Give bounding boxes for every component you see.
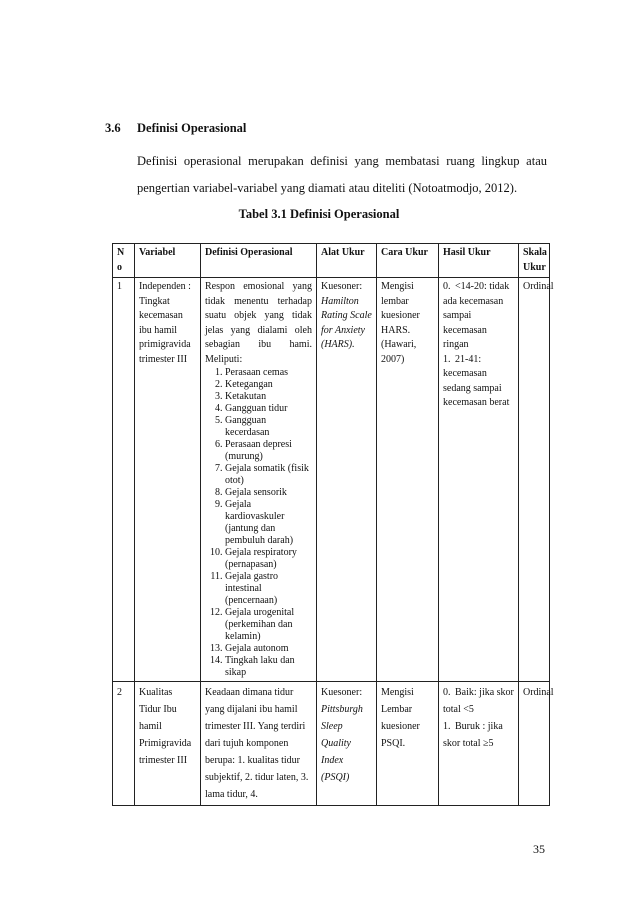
cell-alat-ukur: [317, 682, 377, 806]
list-item: [443, 684, 514, 718]
list-item: 1. Perasaan cemas: [225, 367, 312, 379]
list-item: 11. Gejala gastro intestinal (pencernaan): [225, 571, 312, 607]
hasil-text: 21-41: kecemasan sedang sampai kecemasan berat: [443, 353, 510, 408]
hasil-number: 1.: [443, 721, 451, 732]
list-item: 10. Gejala respiratory (pernapasan): [225, 547, 312, 571]
table-row: [113, 278, 550, 682]
cell-skala: Ordinal: [519, 278, 550, 682]
table-header-row: [113, 244, 550, 278]
list-item: 14. Tingkah laku dan sikap: [225, 655, 312, 679]
definition-table: [112, 243, 554, 806]
cell-variabel: Kualitas Tidur Ibu hamil Primigravida trimester III: [135, 682, 201, 806]
cell-definisi: [201, 278, 317, 682]
alat-ukur-label: Kuesoner:: [321, 281, 363, 292]
alat-ukur-label: Kuesoner:: [321, 687, 363, 698]
list-item: 3. Ketakutan: [225, 391, 312, 403]
definisi-intro: Respon emosional yang tidak menentu terhadap suatu objek yang tidak jelas yang dialami oleh sebagian ibu hami. Meliputi:: [205, 281, 312, 365]
header-skala-ukur: Skala Ukur: [519, 244, 550, 278]
list-item: [443, 353, 514, 411]
table-caption: Tabel 3.1 Definisi Operasional: [238, 207, 400, 221]
header-variabel: Variabel: [135, 244, 201, 278]
list-item: 6. Perasaan depresi (murung): [225, 439, 312, 463]
cell-hasil-ukur: [439, 278, 519, 682]
cell-cara-ukur: Mengisi Lembar kuesioner PSQI.: [377, 682, 439, 806]
paragraph-line-1: Definisi operasional merupakan definisi yang membatasi ruang lingkup atau: [137, 154, 547, 168]
cell-cara-ukur: Mengisi lembar kuesioner HARS. (Hawari, 2007): [377, 278, 439, 682]
cell-hasil-ukur: [439, 682, 519, 806]
header-definisi: Definisi Operasional: [201, 244, 317, 278]
hasil-number: 0.: [443, 687, 451, 698]
list-item: 12. Gejala urogenital (perkemihan dan kelamin): [225, 607, 312, 643]
alat-ukur-name: Pittsburgh Sleep Quality Index (PSQI): [321, 704, 363, 783]
hasil-text: Baik: jika skor total <5: [443, 687, 514, 715]
section-title: Definisi Operasional: [137, 121, 247, 135]
cell-alat-ukur: [317, 278, 377, 682]
hasil-text: <14-20: tidak ada kecemasan sampai kecemasan ringan: [443, 281, 510, 350]
cell-no: 2: [113, 682, 135, 806]
list-item: 5. Gangguan kecerdasan: [225, 415, 312, 439]
list-item: 9. Gejala kardiovaskuler (jantung dan pembuluh darah): [225, 499, 312, 547]
section-number: 3.6: [105, 121, 121, 135]
list-item: 7. Gejala somatik (fisik otot): [225, 463, 312, 487]
header-alat-ukur: Alat Ukur: [317, 244, 377, 278]
header-hasil-ukur: Hasil Ukur: [439, 244, 519, 278]
list-item: 2. Ketegangan: [225, 379, 312, 391]
paragraph-line-2: pengertian variabel-variabel yang diamati atau diteliti (Notoatmodjo, 2012).: [137, 181, 518, 195]
hasil-text: Buruk : jika skor total ≥5: [443, 721, 503, 749]
cell-variabel: Independen : Tingkat kecemasan ibu hamil primigravida trimester III: [135, 278, 201, 682]
cell-skala: Ordinal: [519, 682, 550, 806]
header-no: N o: [113, 244, 135, 278]
header-cara-ukur: Cara Ukur: [377, 244, 439, 278]
cell-definisi: Keadaan dimana tidur yang dijalani ibu hamil trimester III. Yang terdiri dari tujuh komponen berupa: 1. kualitas tidur subjektif, 2. tidur laten, 3. lama tidur, 4.: [201, 682, 317, 806]
list-item: [443, 718, 514, 752]
list-item: 4. Gangguan tidur: [225, 403, 312, 415]
hasil-number: 1.: [443, 353, 451, 365]
hasil-number: 0.: [443, 281, 451, 292]
table-row: [113, 682, 550, 806]
alat-ukur-name: Hamilton Rating Scale for Anxiety (HARS).: [321, 295, 372, 350]
list-item: [443, 280, 514, 353]
list-item: 13. Gejala autonom: [225, 643, 312, 655]
cell-no: 1: [113, 278, 135, 682]
hasil-list: [443, 280, 514, 411]
list-item: 8. Gejala sensorik: [225, 487, 312, 499]
hasil-list: [443, 684, 514, 752]
gejala-list: [205, 367, 312, 679]
page-number: 35: [533, 842, 545, 856]
